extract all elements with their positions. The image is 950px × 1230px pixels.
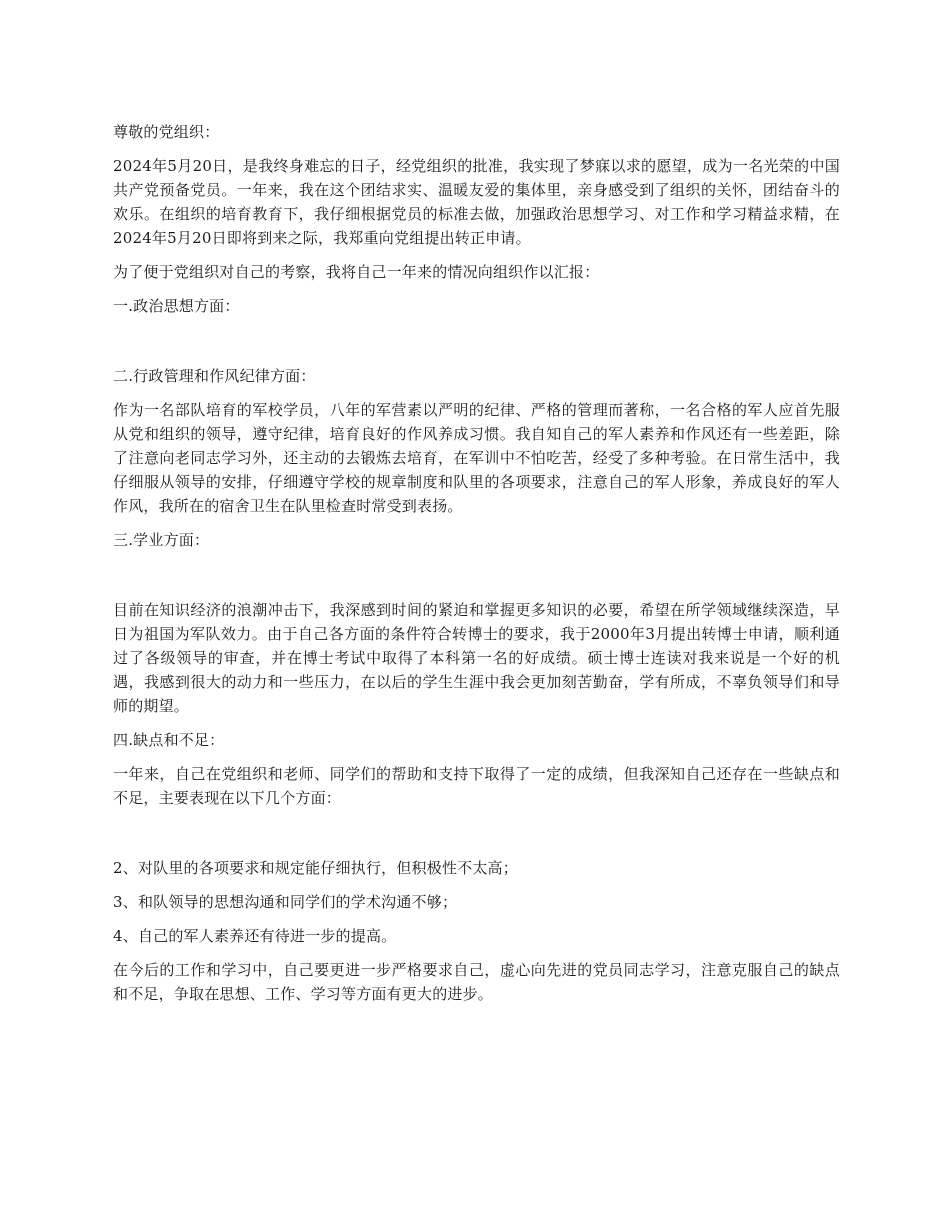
heading-academics: 三.学业方面： bbox=[113, 531, 210, 549]
document-page bbox=[113, 120, 840, 1006]
heading-shortcomings: 四.缺点和不足： bbox=[113, 731, 225, 749]
paragraph-closing: 在今后的工作和学习中，自己要更进一步严格要求自己，虚心向先进的党员同志学习，注意克服自己的缺点和不足，争取在思想、工作、学习等方面有更大的进步。 bbox=[113, 961, 840, 1003]
heading-administration-discipline: 二.行政管理和作风纪律方面： bbox=[113, 367, 316, 385]
paragraph-intro: 2024年5月20日，是我终身难忘的日子，经党组织的批准，我实现了梦寐以求的愿望，成为一名光荣的中国共产党预备党员。一年来，我在这个团结求实、温暖友爱的集体里，亲身感受到了组织的关怀，团结奋斗的欢乐。在组织的培育教育下，我仔细根据党员的标准去做，加强政治思想学习、对工作和学习精益求精，在2024年5月20日即将到来之际，我郑重向党组提出转正申请。 bbox=[113, 157, 840, 247]
list-item-2: 2、对队里的各项要求和规定能仔细执行，但积极性不太高； bbox=[113, 859, 518, 877]
paragraph-shortcomings: 一年来，自己在党组织和老师、同学们的帮助和支持下取得了一定的成绩，但我深知自己还存在一些缺点和不足，主要表现在以下几个方面： bbox=[113, 765, 840, 807]
heading-political-thought: 一.政治思想方面： bbox=[113, 297, 240, 315]
list-item-3: 3、和队领导的思想沟通和同学们的学术沟通不够； bbox=[113, 893, 458, 911]
paragraph-discipline: 作为一名部队培育的军校学员，八年的军营素以严明的纪律、严格的管理而著称，一名合格的军人应首先服从党和组织的领导，遵守纪律，培育良好的作风养成习惯。我自知自己的军人素养和作风还有一些差距，除了注意向老同志学习外，还主动的去锻炼去培育，在军训中不怕吃苦，经受了多种考验。在日常生活中，我仔细服从领导的安排，仔细遵守学校的规章制度和队里的各项要求，注意自己的军人形象，养成良好的军人作风，我所在的宿舍卫生在队里检查时常受到表扬。 bbox=[113, 401, 840, 515]
paragraph-academics: 目前在知识经济的浪潮冲击下，我深感到时间的紧迫和掌握更多知识的必要，希望在所学领域继续深造，早日为祖国为军队效力。由于自己各方面的条件符合转博士的要求，我于2000年3月提出转博士申请，顺利通过了各级领导的审查，并在博士考试中取得了本科第一名的好成绩。硕士博士连读对我来说是一个好的机遇，我感到很大的动力和一些压力，在以后的学生生涯中我会更加刻苦勤奋，学有所成，不辜负领导们和导师的期望。 bbox=[113, 601, 840, 715]
list-item-4: 4、自己的军人素养还有待进一步的提高。 bbox=[113, 927, 397, 945]
salutation: 尊敬的党组织： bbox=[113, 123, 220, 141]
paragraph-report-lead: 为了便于党组织对自己的考察，我将自己一年来的情况向组织作以汇报： bbox=[113, 263, 600, 281]
